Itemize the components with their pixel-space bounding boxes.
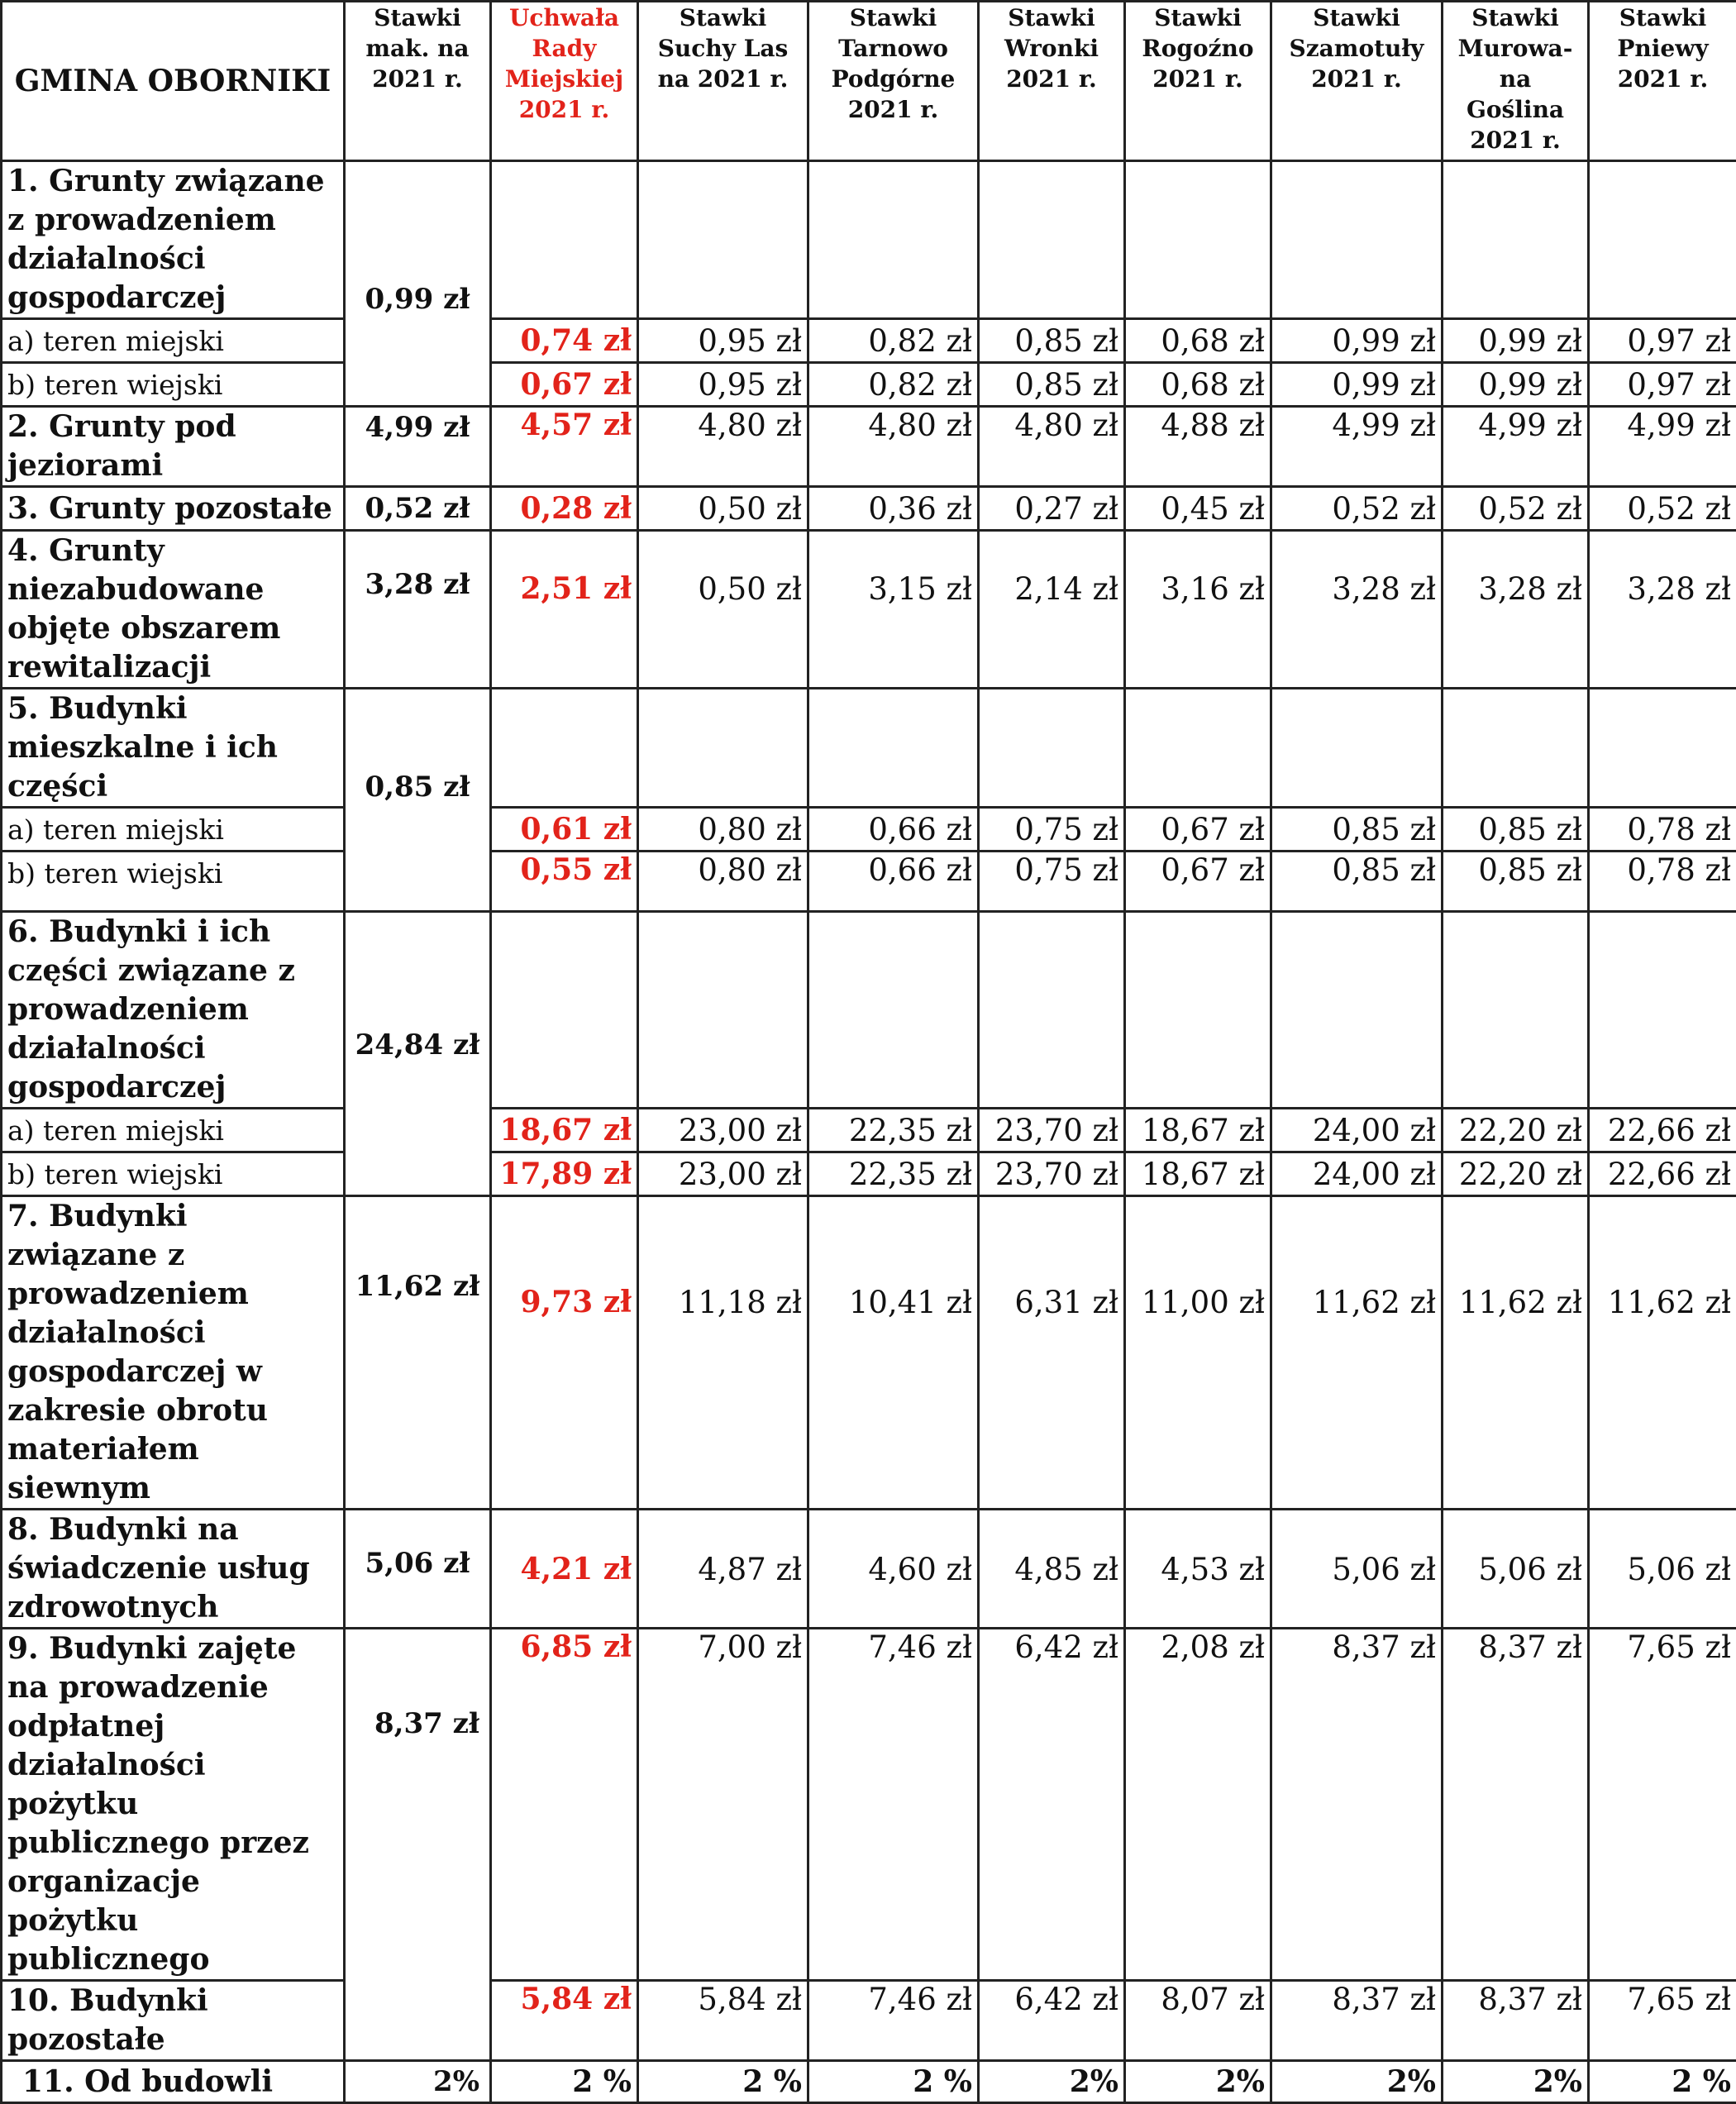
rate-cell: 3,28 zł bbox=[1589, 531, 1736, 689]
empty-cell bbox=[1443, 912, 1589, 1109]
rate-cell: 0,85 zł bbox=[1443, 852, 1589, 912]
empty-cell bbox=[808, 161, 979, 319]
rate-cell: 11,62 zł bbox=[1589, 1196, 1736, 1510]
rate-cell: 0,85 zł bbox=[979, 319, 1125, 363]
rate-cell: 8,37 zł bbox=[1271, 1981, 1443, 2061]
resolution-rate: 2 % bbox=[491, 2061, 638, 2103]
empty-cell bbox=[1125, 912, 1271, 1109]
resolution-rate: 0,67 zł bbox=[491, 363, 638, 407]
rate-cell: 8,37 zł bbox=[1443, 1981, 1589, 2061]
row-label: 9. Budynki zajęte na prowadzenie odpłatnej działalności pożytku publicznego przez organizacje pożytku publicznego bbox=[2, 1629, 345, 1981]
header-row bbox=[2, 2, 1736, 161]
rate-cell: 23,00 zł bbox=[638, 1109, 808, 1152]
row-sublabel: a) teren miejski bbox=[2, 1109, 345, 1152]
resolution-rate: 18,67 zł bbox=[491, 1109, 638, 1152]
rate-cell: 0,99 zł bbox=[1271, 363, 1443, 407]
empty-cell bbox=[491, 912, 638, 1109]
rate-cell: 3,28 zł bbox=[1443, 531, 1589, 689]
empty-cell bbox=[1271, 689, 1443, 808]
rate-cell: 0,97 zł bbox=[1589, 363, 1736, 407]
col-header-suchy-las: Stawki Suchy Las na 2021 r. bbox=[638, 2, 808, 161]
col-header-szamotuly: Stawki Szamotuły 2021 r. bbox=[1271, 2, 1443, 161]
empty-cell bbox=[1271, 161, 1443, 319]
rate-cell: 0,80 zł bbox=[638, 808, 808, 852]
empty-cell bbox=[1125, 161, 1271, 319]
table-row bbox=[2, 161, 1736, 319]
rate-cell: 0,50 zł bbox=[638, 487, 808, 531]
max-rate: 11,62 zł bbox=[345, 1196, 491, 1510]
rate-cell: 8,37 zł bbox=[1271, 1629, 1443, 1981]
resolution-rate: 4,21 zł bbox=[491, 1510, 638, 1629]
rate-cell: 7,00 zł bbox=[638, 1629, 808, 1981]
rate-cell: 0,80 zł bbox=[638, 852, 808, 912]
col-header-wronki: Stawki Wronki 2021 r. bbox=[979, 2, 1125, 161]
rate-cell: 4,88 zł bbox=[1125, 407, 1271, 487]
rate-cell: 22,20 zł bbox=[1443, 1152, 1589, 1196]
row-sublabel: a) teren miejski bbox=[2, 319, 345, 363]
rate-cell: 0,85 zł bbox=[979, 363, 1125, 407]
rate-cell: 23,70 zł bbox=[979, 1109, 1125, 1152]
empty-cell bbox=[979, 161, 1125, 319]
rate-cell: 0,66 zł bbox=[808, 808, 979, 852]
empty-cell bbox=[1443, 689, 1589, 808]
rate-cell: 24,00 zł bbox=[1271, 1109, 1443, 1152]
col-header-max: Stawki mak. na 2021 r. bbox=[345, 2, 491, 161]
resolution-rate: 9,73 zł bbox=[491, 1196, 638, 1510]
rate-cell: 4,80 zł bbox=[638, 407, 808, 487]
empty-cell bbox=[1589, 161, 1736, 319]
empty-cell bbox=[979, 912, 1125, 1109]
empty-cell bbox=[1589, 912, 1736, 1109]
table-row bbox=[2, 363, 1736, 407]
empty-cell bbox=[1271, 912, 1443, 1109]
col-header-pniewy: Stawki Pniewy 2021 r. bbox=[1589, 2, 1736, 161]
rate-cell: 3,15 zł bbox=[808, 531, 979, 689]
row-label: 8. Budynki na świadczenie usług zdrowotnych bbox=[2, 1510, 345, 1629]
rate-cell: 2% bbox=[1125, 2061, 1271, 2103]
row-label: 7. Budynki związane z prowadzeniem działalności gospodarczej w zakresie obrotu materiałem siewnym bbox=[2, 1196, 345, 1510]
col-header-rogozno: Stawki Rogoźno 2021 r. bbox=[1125, 2, 1271, 161]
rate-cell: 22,20 zł bbox=[1443, 1109, 1589, 1152]
table-row bbox=[2, 487, 1736, 531]
rate-cell: 11,62 zł bbox=[1271, 1196, 1443, 1510]
rate-cell: 0,75 zł bbox=[979, 852, 1125, 912]
resolution-rate: 4,57 zł bbox=[491, 407, 638, 487]
rate-cell: 4,99 zł bbox=[1589, 407, 1736, 487]
row-label: 3. Grunty pozostałe bbox=[2, 487, 345, 531]
rate-cell: 24,00 zł bbox=[1271, 1152, 1443, 1196]
rate-cell: 4,99 zł bbox=[1443, 407, 1589, 487]
rate-cell: 22,35 zł bbox=[808, 1152, 979, 1196]
rate-cell: 2 % bbox=[808, 2061, 979, 2103]
rate-cell: 18,67 zł bbox=[1125, 1109, 1271, 1152]
rate-cell: 10,41 zł bbox=[808, 1196, 979, 1510]
resolution-rate: 5,84 zł bbox=[491, 1981, 638, 2061]
rate-cell: 0,99 zł bbox=[1443, 363, 1589, 407]
table-row bbox=[2, 531, 1736, 689]
col-header-uchwala: Uchwała Rady Miejskiej 2021 r. bbox=[491, 2, 638, 161]
rate-cell: 8,37 zł bbox=[1443, 1629, 1589, 1981]
rate-cell: 3,28 zł bbox=[1271, 531, 1443, 689]
rate-cell: 11,00 zł bbox=[1125, 1196, 1271, 1510]
table-row bbox=[2, 319, 1736, 363]
rate-cell: 7,46 zł bbox=[808, 1981, 979, 2061]
rate-cell: 11,18 zł bbox=[638, 1196, 808, 1510]
rate-cell: 7,65 zł bbox=[1589, 1629, 1736, 1981]
row-label: 5. Budynki mieszkalne i ich części bbox=[2, 689, 345, 808]
rate-cell: 0,99 zł bbox=[1443, 319, 1589, 363]
rate-cell: 0,67 zł bbox=[1125, 852, 1271, 912]
col-header-murowana-goslina: Stawki Murowa-na Goślina 2021 r. bbox=[1443, 2, 1589, 161]
row-sublabel: b) teren wiejski bbox=[2, 1152, 345, 1196]
rate-cell: 0,52 zł bbox=[1271, 487, 1443, 531]
rate-cell: 22,35 zł bbox=[808, 1109, 979, 1152]
row-label: 2. Grunty pod jeziorami bbox=[2, 407, 345, 487]
rate-cell: 5,84 zł bbox=[638, 1981, 808, 2061]
max-rate: 24,84 zł bbox=[345, 912, 491, 1196]
resolution-rate: 0,74 zł bbox=[491, 319, 638, 363]
max-rate: 0,85 zł bbox=[345, 689, 491, 912]
empty-cell bbox=[1125, 689, 1271, 808]
rate-cell: 23,00 zł bbox=[638, 1152, 808, 1196]
table-row bbox=[2, 689, 1736, 808]
empty-cell bbox=[638, 912, 808, 1109]
table-row bbox=[2, 912, 1736, 1109]
table-row bbox=[2, 2061, 1736, 2103]
rate-cell: 0,82 zł bbox=[808, 319, 979, 363]
row-label: 1. Grunty związane z prowadzeniem działalności gospodarczej bbox=[2, 161, 345, 319]
table-row bbox=[2, 852, 1736, 912]
rate-cell: 0,52 zł bbox=[1443, 487, 1589, 531]
max-rate: 8,37 zł bbox=[345, 1629, 491, 2061]
resolution-rate: 0,55 zł bbox=[491, 852, 638, 912]
rate-cell: 4,80 zł bbox=[979, 407, 1125, 487]
empty-cell bbox=[1443, 161, 1589, 319]
empty-cell bbox=[808, 912, 979, 1109]
max-rate: 5,06 zł bbox=[345, 1510, 491, 1629]
rate-cell: 0,68 zł bbox=[1125, 319, 1271, 363]
rate-cell: 6,42 zł bbox=[979, 1629, 1125, 1981]
rate-cell: 0,78 zł bbox=[1589, 852, 1736, 912]
table-row bbox=[2, 1629, 1736, 1981]
resolution-rate: 2,51 zł bbox=[491, 531, 638, 689]
rate-cell: 0,52 zł bbox=[1589, 487, 1736, 531]
rate-cell: 4,85 zł bbox=[979, 1510, 1125, 1629]
rate-cell: 0,85 zł bbox=[1271, 852, 1443, 912]
rate-cell: 0,95 zł bbox=[638, 319, 808, 363]
rate-cell: 4,87 zł bbox=[638, 1510, 808, 1629]
max-rate: 0,52 zł bbox=[345, 487, 491, 531]
rate-cell: 0,75 zł bbox=[979, 808, 1125, 852]
empty-cell bbox=[979, 689, 1125, 808]
rate-cell: 2% bbox=[1443, 2061, 1589, 2103]
table-row bbox=[2, 1510, 1736, 1629]
row-label: 6. Budynki i ich części związane z prowadzeniem działalności gospodarczej bbox=[2, 912, 345, 1109]
rate-cell: 0,66 zł bbox=[808, 852, 979, 912]
rate-cell: 22,66 zł bbox=[1589, 1109, 1736, 1152]
rate-cell: 0,68 zł bbox=[1125, 363, 1271, 407]
row-label: 11. Od budowli bbox=[2, 2061, 345, 2103]
table-row bbox=[2, 407, 1736, 487]
rate-cell: 7,46 zł bbox=[808, 1629, 979, 1981]
rate-cell: 0,97 zł bbox=[1589, 319, 1736, 363]
row-sublabel: b) teren wiejski bbox=[2, 852, 345, 912]
empty-cell bbox=[638, 161, 808, 319]
rate-cell: 0,99 zł bbox=[1271, 319, 1443, 363]
empty-cell bbox=[491, 161, 638, 319]
resolution-rate: 6,85 zł bbox=[491, 1629, 638, 1981]
gmina-title: GMINA OBORNIKI bbox=[2, 2, 345, 161]
resolution-rate: 0,28 zł bbox=[491, 487, 638, 531]
rate-cell: 8,07 zł bbox=[1125, 1981, 1271, 2061]
resolution-rate: 17,89 zł bbox=[491, 1152, 638, 1196]
rate-cell: 2,08 zł bbox=[1125, 1629, 1271, 1981]
rate-cell: 0,85 zł bbox=[1271, 808, 1443, 852]
resolution-rate: 0,61 zł bbox=[491, 808, 638, 852]
rate-cell: 6,42 zł bbox=[979, 1981, 1125, 2061]
rate-cell: 4,80 zł bbox=[808, 407, 979, 487]
col-header-tarnowo-podgorne: Stawki Tarnowo Podgórne 2021 r. bbox=[808, 2, 979, 161]
rate-cell: 5,06 zł bbox=[1589, 1510, 1736, 1629]
max-rate: 2% bbox=[345, 2061, 491, 2103]
row-label: 4. Grunty niezabudowane objęte obszarem rewitalizacji bbox=[2, 531, 345, 689]
rate-cell: 0,27 zł bbox=[979, 487, 1125, 531]
rate-cell: 2 % bbox=[1589, 2061, 1736, 2103]
rate-cell: 2,14 zł bbox=[979, 531, 1125, 689]
rate-cell: 4,53 zł bbox=[1125, 1510, 1271, 1629]
rate-cell: 0,78 zł bbox=[1589, 808, 1736, 852]
table-row bbox=[2, 1196, 1736, 1510]
rate-cell: 7,65 zł bbox=[1589, 1981, 1736, 2061]
row-label: 10. Budynki pozostałe bbox=[2, 1981, 345, 2061]
rate-cell: 0,67 zł bbox=[1125, 808, 1271, 852]
rate-cell: 0,36 zł bbox=[808, 487, 979, 531]
max-rate: 0,99 zł bbox=[345, 161, 491, 407]
table-row bbox=[2, 808, 1736, 852]
empty-cell bbox=[638, 689, 808, 808]
row-sublabel: b) teren wiejski bbox=[2, 363, 345, 407]
max-rate: 4,99 zł bbox=[345, 407, 491, 487]
rate-cell: 2 % bbox=[638, 2061, 808, 2103]
rate-cell: 3,16 zł bbox=[1125, 531, 1271, 689]
rate-cell: 23,70 zł bbox=[979, 1152, 1125, 1196]
empty-cell bbox=[1589, 689, 1736, 808]
rate-cell: 0,82 zł bbox=[808, 363, 979, 407]
rate-cell: 0,85 zł bbox=[1443, 808, 1589, 852]
rate-cell: 5,06 zł bbox=[1443, 1510, 1589, 1629]
rate-cell: 6,31 zł bbox=[979, 1196, 1125, 1510]
empty-cell bbox=[808, 689, 979, 808]
rate-cell: 0,95 zł bbox=[638, 363, 808, 407]
rate-cell: 11,62 zł bbox=[1443, 1196, 1589, 1510]
rate-cell: 22,66 zł bbox=[1589, 1152, 1736, 1196]
rate-cell: 4,60 zł bbox=[808, 1510, 979, 1629]
rate-cell: 2% bbox=[1271, 2061, 1443, 2103]
empty-cell bbox=[491, 689, 638, 808]
rate-cell: 2% bbox=[979, 2061, 1125, 2103]
rate-cell: 5,06 zł bbox=[1271, 1510, 1443, 1629]
row-sublabel: a) teren miejski bbox=[2, 808, 345, 852]
rate-cell: 0,45 zł bbox=[1125, 487, 1271, 531]
max-rate: 3,28 zł bbox=[345, 531, 491, 689]
rate-cell: 0,50 zł bbox=[638, 531, 808, 689]
table-row bbox=[2, 1109, 1736, 1152]
table-row bbox=[2, 1981, 1736, 2061]
table-row bbox=[2, 1152, 1736, 1196]
rate-cell: 4,99 zł bbox=[1271, 407, 1443, 487]
rate-cell: 18,67 zł bbox=[1125, 1152, 1271, 1196]
